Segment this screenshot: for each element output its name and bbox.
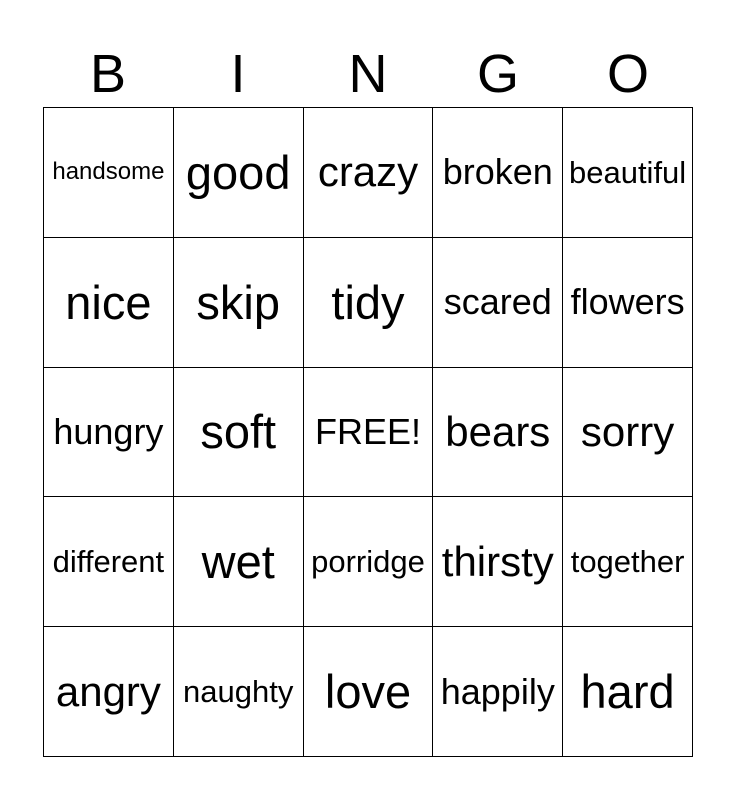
bingo-cell[interactable]: love	[304, 627, 434, 757]
bingo-cell[interactable]: nice	[44, 238, 174, 368]
bingo-cell[interactable]: broken	[433, 108, 563, 238]
bingo-board	[43, 107, 693, 757]
bingo-cell[interactable]: thirsty	[433, 497, 563, 627]
bingo-cell[interactable]: flowers	[563, 238, 693, 368]
header-letter-i: I	[230, 44, 246, 104]
bingo-cell[interactable]: crazy	[304, 108, 434, 238]
bingo-cell[interactable]: beautiful	[563, 108, 693, 238]
header-letter-o: O	[606, 44, 649, 104]
bingo-cell[interactable]: hungry	[44, 368, 174, 498]
bingo-cell[interactable]: together	[563, 497, 693, 627]
bingo-cell[interactable]: porridge	[304, 497, 434, 627]
header-letter-g: G	[476, 44, 519, 104]
free-space-cell[interactable]: FREE!	[304, 368, 434, 498]
bingo-cell[interactable]: different	[44, 497, 174, 627]
bingo-cell[interactable]: sorry	[563, 368, 693, 498]
bingo-cell[interactable]: naughty	[174, 627, 304, 757]
bingo-cell[interactable]: angry	[44, 627, 174, 757]
bingo-cell[interactable]: scared	[433, 238, 563, 368]
bingo-cell[interactable]: wet	[174, 497, 304, 627]
header-letter-n: N	[348, 44, 388, 104]
bingo-cell[interactable]: bears	[433, 368, 563, 498]
bingo-header	[43, 40, 693, 108]
bingo-cell[interactable]: happily	[433, 627, 563, 757]
bingo-cell[interactable]: hard	[563, 627, 693, 757]
bingo-cell[interactable]: soft	[174, 368, 304, 498]
bingo-cell[interactable]: good	[174, 108, 304, 238]
header-letter-b: B	[89, 44, 127, 104]
bingo-cell[interactable]: skip	[174, 238, 304, 368]
bingo-cell[interactable]: tidy	[304, 238, 434, 368]
bingo-cell[interactable]: handsome	[44, 108, 174, 238]
